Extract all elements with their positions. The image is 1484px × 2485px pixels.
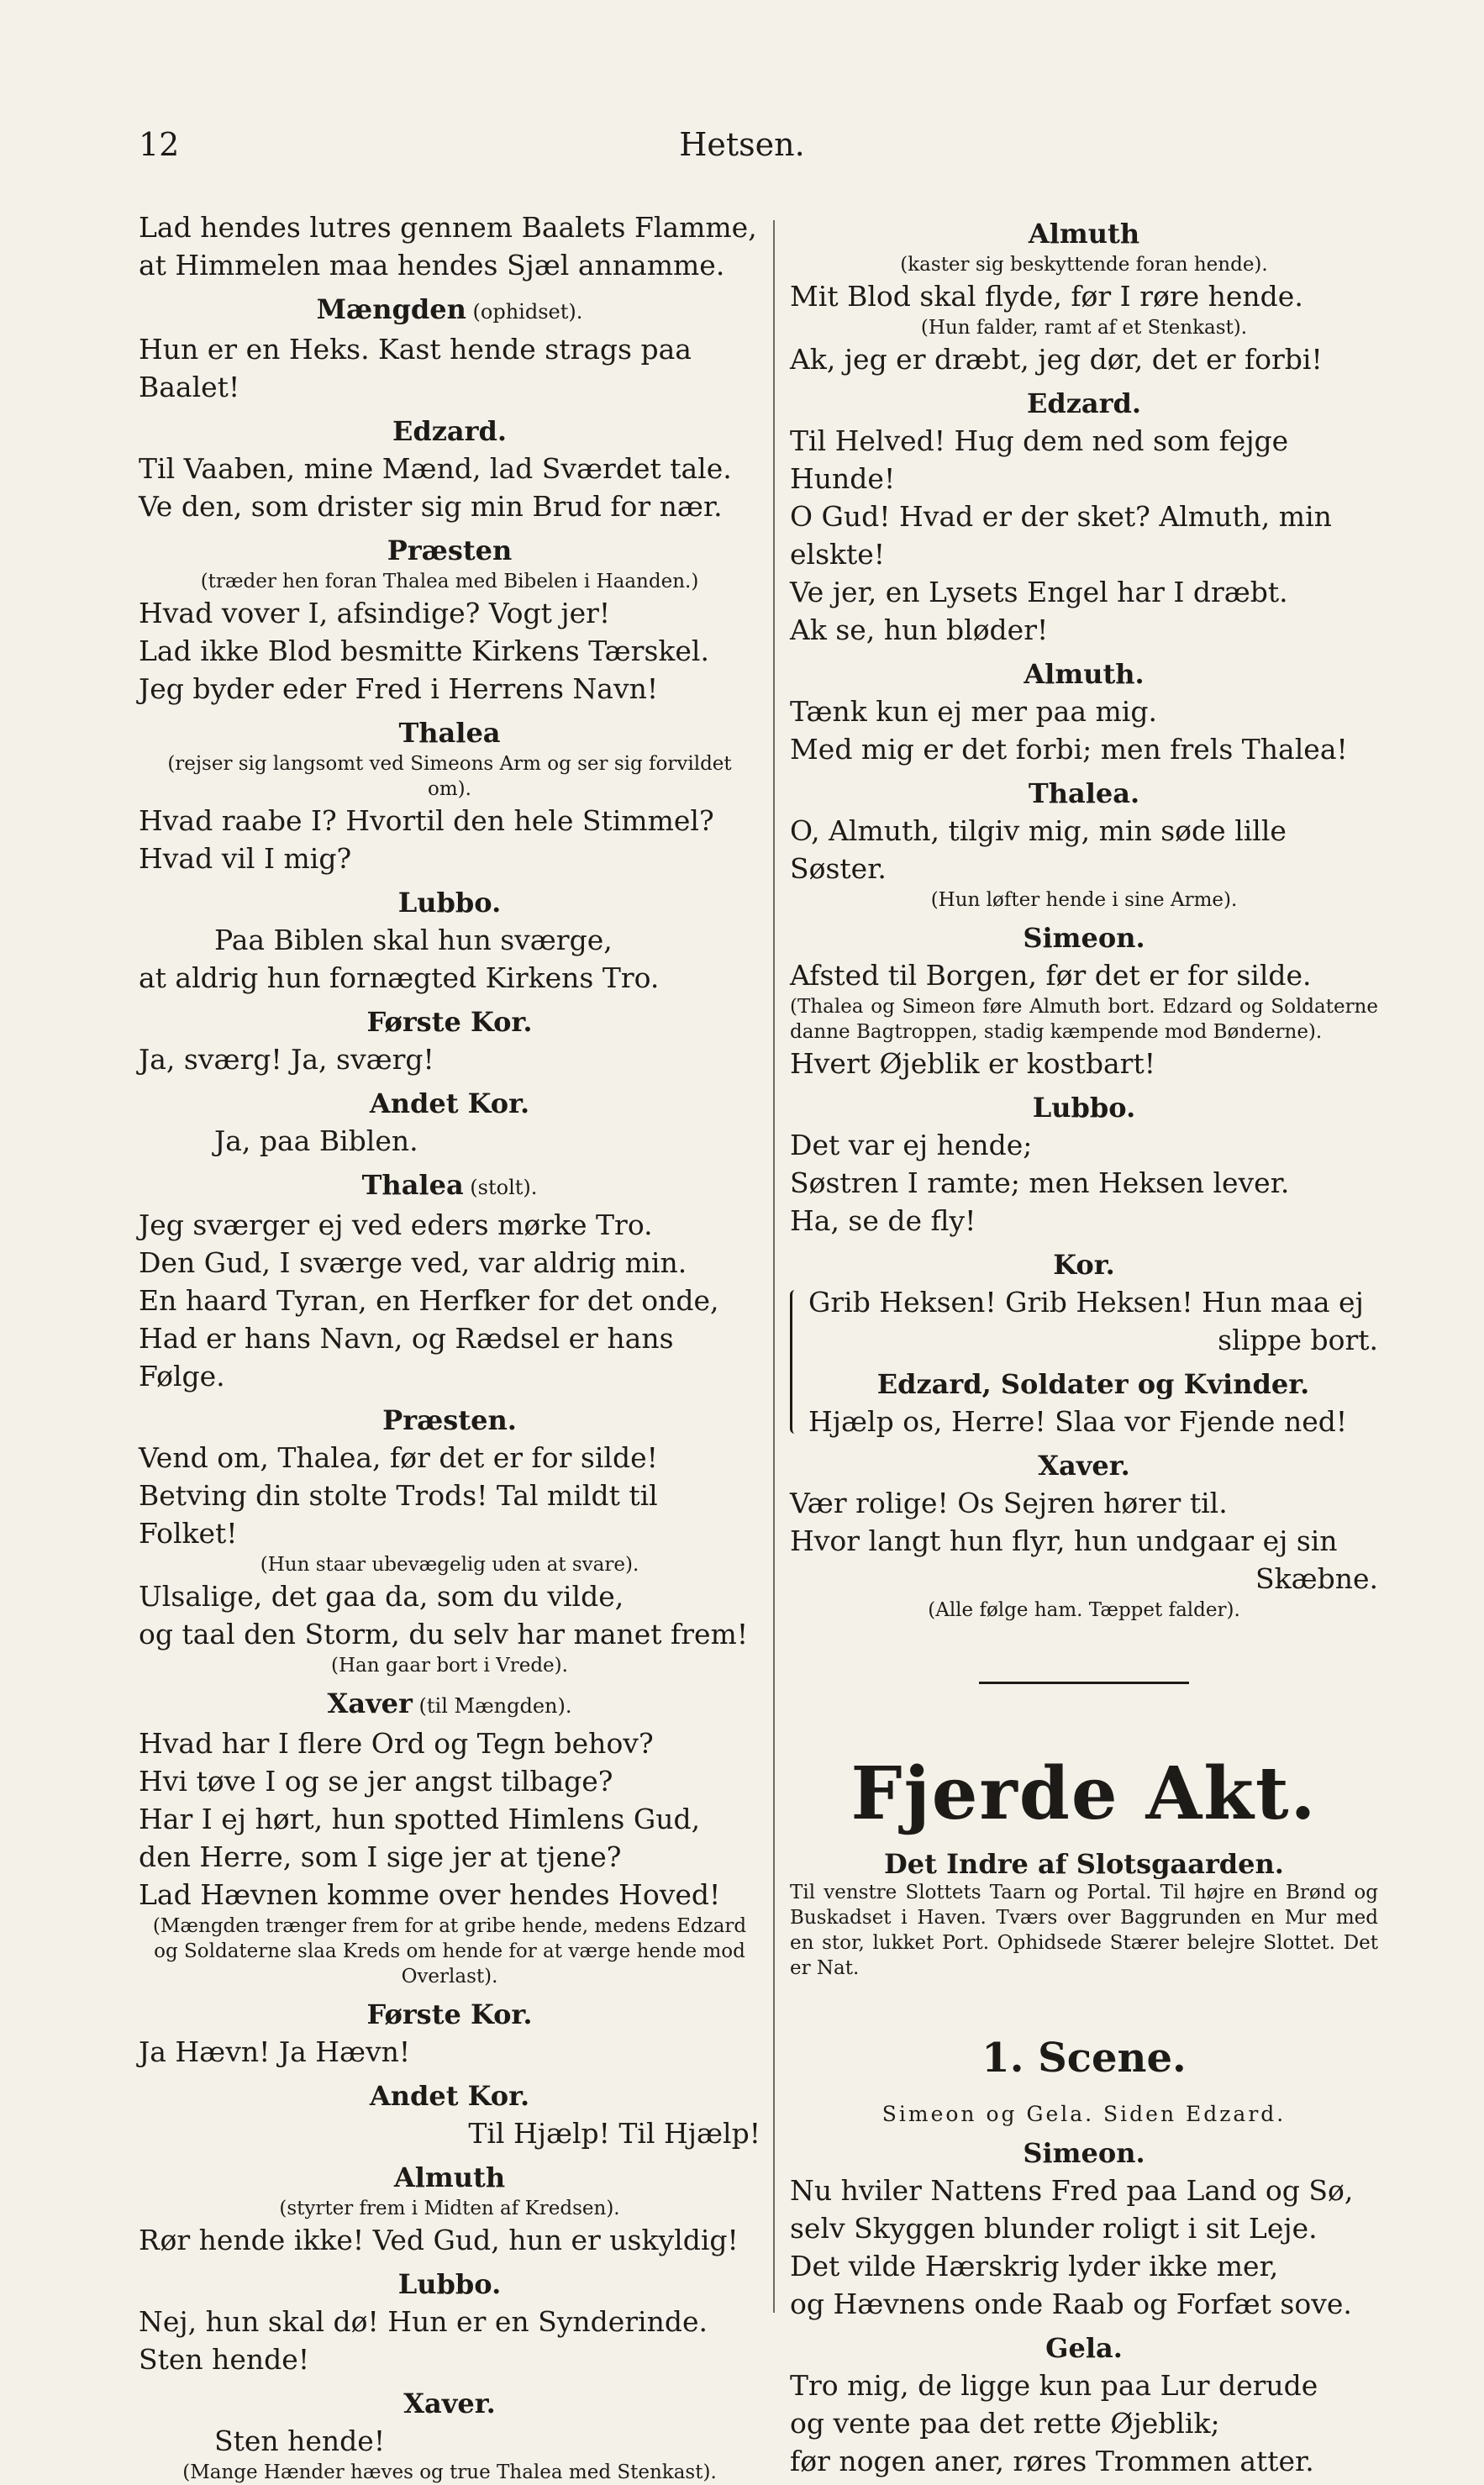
verse-line: Med mig er det forbi; men frels Thalea! [790,733,1348,766]
verse-line: Jeg byder eder Fred i Herrens Navn! [139,672,659,705]
speaker-label: Thalea [398,717,501,749]
verse-line: Hun er en Heks. Kast hende strags paa Baalet! [139,333,692,403]
speaker-label: Almuth [1028,218,1140,250]
chorus-block [790,1283,1378,1440]
verse-line: Lad Hævnen komme over hendes Hoved! [139,1878,721,1911]
verse-line: Til Vaaben, mine Mænd, lad Sværdet tale. [139,452,732,485]
scene-cast: Simeon og Gela. Siden Edzard. [881,2102,1287,2126]
speaker-name [790,655,1378,692]
verse-line: Rør hende ikke! Ved Gud, hun er uskyldig! [139,2224,739,2256]
verse-line: Betving din stolte Trods! Tal mildt til Folket! [139,1479,658,1550]
verse-line: Sten hende! [139,2343,310,2376]
verse-line: Ha, se de fly! [790,1204,976,1237]
speaker-label: Thalea. [1028,777,1140,809]
speaker-name [139,1996,760,2033]
speaker-name [139,532,760,569]
speaker-name [790,2330,1378,2367]
left-column [139,208,760,2485]
verse-line: Hvad raabe I? Hvortil den hele Stimmel? [139,804,714,837]
speaker-name [139,714,760,751]
speaker-label: Præsten. [382,1404,517,1436]
verse-line: Had er hans Navn, og Rædsel er hans Følge. [139,1322,674,1393]
stage-direction: (kaster sig beskyttende foran hende). [900,254,1268,276]
verse-line: Ja, paa Biblen. [214,1124,418,1157]
speaker-name [139,1685,760,1724]
stage-direction: (styrter frem i Midten af Kredsen). [279,2198,620,2219]
speaker-label: Xaver [327,1687,413,1719]
stage-direction: (træder hen foran Thalea med Bibelen i Haanden.) [200,571,699,592]
verse-line: og Hævnens onde Raab og Forfæt sove. [790,2288,1352,2320]
speaker-name [139,2385,760,2422]
speaker-name [139,884,760,921]
speaker-label: Xaver. [1038,1450,1130,1482]
verse-line: Ve den, som drister sig min Brud for nær. [139,490,723,523]
stage-direction: (Hun falder, ramt af et Stenkast). [920,317,1248,339]
speaker-label: Præsten [387,534,513,566]
verse-line: Ak se, hun bløder! [790,613,1049,646]
right-column [790,208,1378,2480]
verse-line: Afsted til Borgen, før det er for silde. [790,959,1312,992]
scene-title: 1. Scene. [981,2035,1187,2082]
speaker-name [790,919,1378,956]
stage-direction: (Alle følge ham. Tæppet falder). [928,1599,1240,1621]
speaker-name [790,775,1378,812]
speaker-label: Edzard. [392,415,508,447]
verse-line: Ja, sværg! Ja, sværg! [139,1043,434,1076]
verse-line: Ulsalige, det gaa da, som du vilde, [139,1580,624,1613]
speaker-label: Edzard. [1026,387,1142,419]
verse-line: Hvi tøve I og se jer angst tilbage? [139,1765,613,1798]
verse-line: Har I ej hørt, hun spotted Himlens Gud, [139,1803,701,1835]
verse-line: Tro mig, de ligge kun paa Lur derude [790,2369,1318,2402]
verse-line: O, Almuth, tilgiv mig, min søde lille Søster. [790,814,1287,885]
verse-line: Den Gud, I sværge ved, var aldrig min. [139,1246,687,1279]
chorus-brace [790,1290,797,1434]
speaker-label: Kor. [1053,1249,1115,1281]
stage-direction: (Hun staar ubevægelig uden at svare). [260,1554,639,1576]
speaker-name [790,1246,1378,1283]
speaker-name [139,1003,760,1040]
page-header [139,126,1345,176]
stage-direction: (Hun løfter hende i sine Arme). [930,889,1238,911]
verse-line: at Himmelen maa hendes Sjæl annamme. [139,249,725,282]
verse-line: Det var ej hende; [790,1129,1033,1161]
speaker-label: Mængden [316,293,466,325]
verse-line: Søstren I ramte; men Heksen lever. [790,1166,1290,1199]
stage-direction: (Mange Hænder hæves og true Thalea med Stenkast). [182,2461,717,2483]
speaker-label: Gela. [1045,2332,1123,2364]
verse-line: at aldrig hun fornægted Kirkens Tro. [139,961,660,994]
place-description: Til venstre Slottets Taarn og Portal. Til højre en Brønd og Buskadset i Haven. Tværs over Baggrunden en Mur med en stor, lukket Port. Ophidsede Stærer belejre Slottet. Det er Nat. [790,1882,1378,1979]
speaker-label: Thalea [361,1169,464,1201]
act-separator-rule [979,1682,1189,1684]
verse-line: Paa Biblen skal hun sværge, [214,924,613,956]
running-head: Hetsen. [679,126,805,163]
act-title: Fjerde Akt. [850,1751,1318,1836]
speaker-label: Andet Kor. [369,2080,530,2112]
verse-line: Ja Hævn! Ja Hævn! [139,2035,411,2068]
verse-line: selv Skyggen blunder roligt i sit Leje. [790,2212,1318,2245]
stage-direction: (rejser sig langsomt ved Simeons Arm og ser sig forvildet om). [167,753,732,800]
speaker-label: Første Kor. [366,1998,533,2030]
place-title: Det Indre af Slotsgaarden. [884,1848,1284,1880]
verse-line: Lad ikke Blod besmitte Kirkens Tærskel. [139,634,709,667]
speaker-name [139,1166,760,1206]
right-column-dialogue [790,215,1378,1283]
verse-line: Til Helved! Hug dem ned som fejge Hunde! [790,424,1289,495]
verse-line: Hvad har I flere Ord og Tegn behov? [139,1727,654,1760]
speaker-label: Lubbo. [1032,1092,1136,1124]
verse-line: Nej, hun skal dø! Hun er en Synderinde. [139,2305,708,2338]
inline-stage-direction: (stolt). [463,1176,538,1199]
speaker-name [139,291,760,330]
verse-line: før nogen aner, røres Trommen atter. [790,2445,1314,2477]
speaker-label: Lubbo. [397,887,502,919]
verse-line: Til Hjælp! Til Hjælp! [468,2117,760,2150]
verse-line: Hvad vil I mig? [139,842,352,875]
speaker-label: Simeon. [1023,2137,1145,2169]
page-number: 12 [139,126,180,163]
verse-line: Hvad vover I, afsindige? Vogt jer! [139,597,611,629]
verse-line: Ak, jeg er dræbt, jeg dør, det er forbi! [790,343,1323,376]
speaker-label: Lubbo. [397,2268,502,2300]
verse-line: En haard Tyran, en Herfker for det onde, [139,1284,719,1317]
speaker-name [790,215,1378,252]
verse-line: Hjælp os, Herre! Slaa vor Fjende ned! [808,1405,1348,1438]
inline-stage-direction: (ophidset). [466,300,583,324]
speaker-label: Edzard, Soldater og Kvinder. [876,1368,1310,1400]
inline-stage-direction: (til Mængden). [412,1694,572,1718]
verse-line: Vend om, Thalea, før det er for silde! [139,1441,658,1474]
speaker-label: Almuth. [1024,658,1145,690]
speaker-name [139,1402,760,1439]
verse-line: Hvor langt hun flyr, hun undgaar ej sin [790,1524,1338,1557]
speaker-name [139,2077,760,2114]
verse-line: Ve jer, en Lysets Engel har I dræbt. [790,576,1288,608]
verse-line: og taal den Storm, du selv har manet frem! [139,1618,749,1651]
speaker-name [139,1085,760,1122]
speaker-name [790,1447,1378,1484]
speaker-name [790,2135,1378,2172]
speaker-label: Almuth [393,2161,506,2193]
verse-line: Grib Heksen! Grib Heksen! Hun maa ej [808,1286,1364,1319]
speaker-label: Første Kor. [366,1006,533,1038]
verse-line: Mit Blod skal flyde, før I røre hende. [790,280,1303,313]
verse-line: Det vilde Hærskrig lyder ikke mer, [790,2250,1279,2282]
speaker-label: Xaver. [403,2388,496,2419]
speaker-name [139,2159,760,2196]
speaker-name [139,2266,760,2303]
speaker-name [808,1366,1378,1403]
speaker-label: Andet Kor. [369,1087,530,1119]
verse-line: og vente paa det rette Øjeblik; [790,2407,1220,2440]
speaker-label: Simeon. [1023,922,1145,954]
right-column-dialogue-end [790,1447,1378,1623]
speaker-name [790,1089,1378,1126]
speaker-name [790,385,1378,422]
right-column-scene-dialogue [790,2135,1378,2480]
chorus-lines [808,1283,1378,1440]
stage-direction: (Thalea og Simeon føre Almuth bort. Edzard og Soldaterne danne Bagtroppen, stadig kæmpende mod Bønderne). [790,996,1378,1043]
verse-line: Skæbne. [1255,1562,1378,1595]
stage-direction: (Han gaar bort i Vrede). [331,1655,568,1677]
verse-line: slippe bort. [1218,1324,1378,1356]
verse-line: Jeg sværger ej ved eders mørke Tro. [139,1208,653,1241]
column-divider [773,220,775,2313]
verse-line: Vær rolige! Os Sejren hører til. [790,1487,1228,1519]
verse-line: Nu hviler Nattens Fred paa Land og Sø, [790,2174,1354,2207]
verse-line: O Gud! Hvad er der sket? Almuth, min elskte! [790,500,1332,571]
speaker-name [139,413,760,450]
verse-line: den Herre, som I sige jer at tjene? [139,1840,622,1873]
verse-line: Lad hendes lutres gennem Baalets Flamme, [139,211,757,244]
verse-line: Hvert Øjeblik er kostbart! [790,1047,1155,1080]
verse-line: Tænk kun ej mer paa mig. [790,695,1157,728]
verse-line: Sten hende! [214,2424,386,2457]
stage-direction: (Mængden trænger frem for at gribe hende, medens Edzard og Soldaterne slaa Kreds om hende for at værge hende mod Overlast). [152,1915,747,1987]
